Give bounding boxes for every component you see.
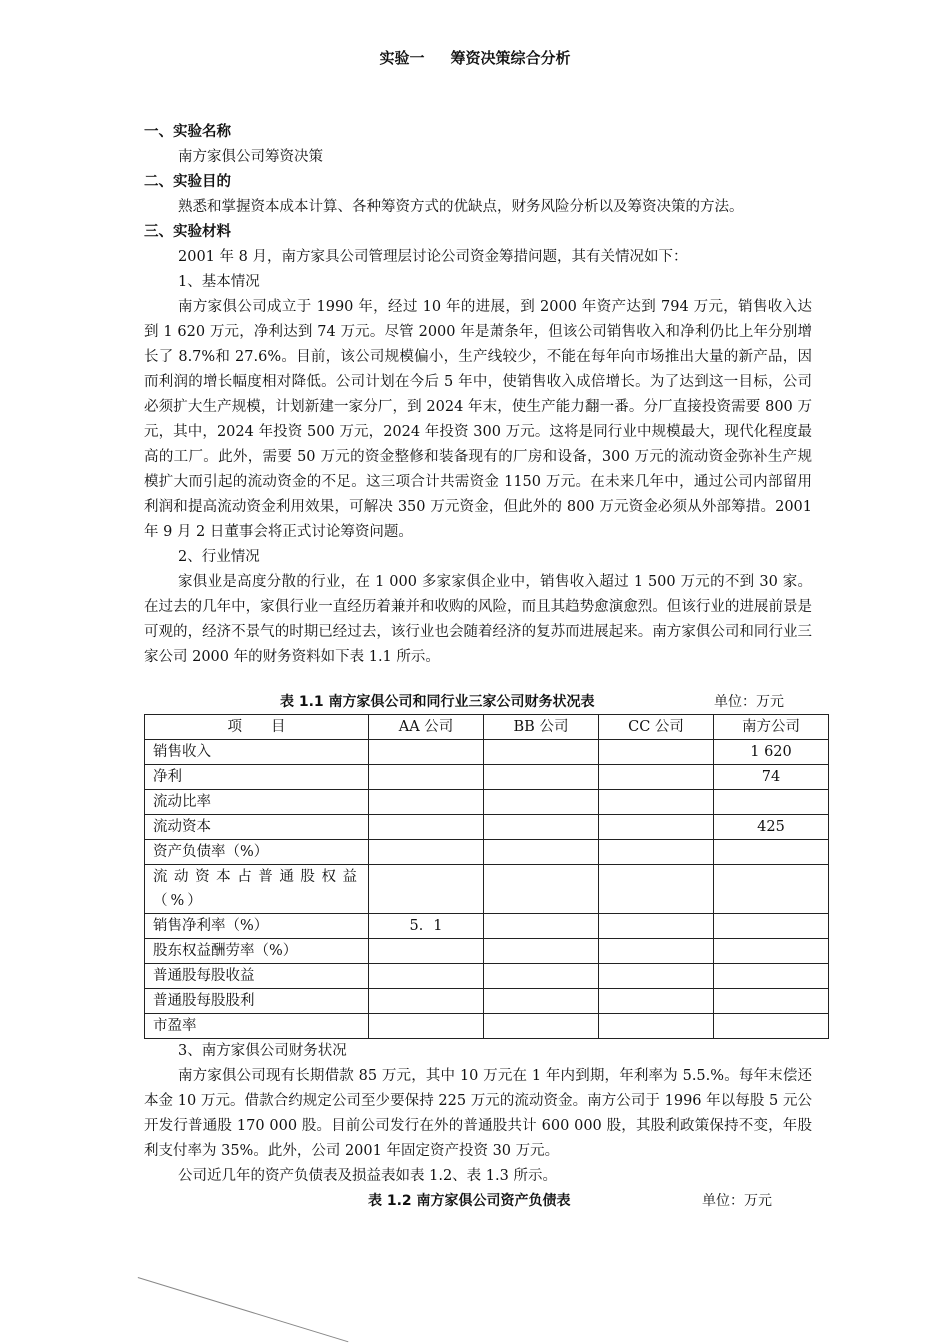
row-label: 普通股每股股利 bbox=[145, 989, 369, 1014]
cell-cc bbox=[599, 740, 714, 765]
cell-cc bbox=[599, 790, 714, 815]
cell-cc bbox=[599, 865, 714, 914]
table-2-caption bbox=[144, 1189, 812, 1211]
cell-nanfang bbox=[714, 840, 829, 865]
table-row bbox=[145, 815, 829, 840]
cell-nanfang bbox=[714, 1014, 829, 1039]
subsection-heading-1: 1、基本情况 bbox=[178, 274, 260, 290]
cell-aa bbox=[369, 1014, 484, 1039]
cell-bb bbox=[484, 939, 599, 964]
cell-cc bbox=[599, 964, 714, 989]
row-label: 股东权益酬劳率（%） bbox=[145, 939, 369, 964]
cell-bb bbox=[484, 989, 599, 1014]
header-aa: AA 公司 bbox=[369, 715, 484, 740]
section-heading-1: 一、实验名称 bbox=[144, 124, 231, 140]
cell-nanfang bbox=[714, 914, 829, 939]
table-row bbox=[145, 1014, 829, 1039]
header-item: 项 目 bbox=[145, 715, 369, 740]
cell-aa bbox=[369, 815, 484, 840]
table-row bbox=[145, 989, 829, 1014]
section-heading-2: 二、实验目的 bbox=[144, 174, 231, 190]
intro-paragraph: 2001 年 8 月，南方家具公司管理层讨论公司资金筹措问题，其有关情况如下： bbox=[178, 249, 688, 265]
table-row bbox=[145, 914, 829, 939]
diagonal-line bbox=[138, 1277, 349, 1342]
cell-bb bbox=[484, 1014, 599, 1039]
cell-bb bbox=[484, 865, 599, 914]
document-body bbox=[144, 120, 812, 1211]
cell-aa bbox=[369, 840, 484, 865]
cell-bb bbox=[484, 740, 599, 765]
cell-bb bbox=[484, 765, 599, 790]
cell-nanfang: 74 bbox=[714, 765, 829, 790]
row-label: 流动资本占普通股权益（%） bbox=[145, 865, 369, 914]
table-row bbox=[145, 865, 829, 914]
cell-aa bbox=[369, 865, 484, 914]
section-text-2: 熟悉和掌握资本成本计算、各种筹资方式的优缺点，财务风险分析以及筹资决策的方法。 bbox=[178, 199, 744, 215]
cell-nanfang: 1 620 bbox=[714, 740, 829, 765]
cell-aa bbox=[369, 964, 484, 989]
row-label: 资产负债率（%） bbox=[145, 840, 369, 865]
cell-bb bbox=[484, 790, 599, 815]
row-label: 流动资本 bbox=[145, 815, 369, 840]
cell-cc bbox=[599, 914, 714, 939]
cell-nanfang bbox=[714, 989, 829, 1014]
cell-cc bbox=[599, 765, 714, 790]
financial-comparison-table bbox=[144, 714, 829, 1039]
cell-bb bbox=[484, 840, 599, 865]
table-row bbox=[145, 790, 829, 815]
cell-nanfang bbox=[714, 939, 829, 964]
row-label: 普通股每股收益 bbox=[145, 964, 369, 989]
table-row bbox=[145, 765, 829, 790]
cell-nanfang: 425 bbox=[714, 815, 829, 840]
cell-nanfang bbox=[714, 790, 829, 815]
header-bb: BB 公司 bbox=[484, 715, 599, 740]
table-2-title: 表 1.2 南方家俱公司资产负债表 bbox=[368, 1193, 571, 1209]
page-title bbox=[0, 47, 950, 68]
cell-nanfang bbox=[714, 865, 829, 914]
industry-paragraph: 家俱业是高度分散的行业，在 1 000 多家家俱企业中，销售收入超过 1 500 万元的不到 30 家。在过去的几年中，家俱行业一直经历着兼并和收购的风险，而且其趋势愈演愈烈。但该行业的进展前景是可观的，经济不景气的时期已经过去，该行业也会随着经济的复苏而进展起来。南方家俱公司和同行业三家公司 2000 年的财务资料如下表 1.1 所示。 bbox=[144, 574, 812, 665]
section-text-1: 南方家俱公司筹资决策 bbox=[178, 149, 323, 165]
row-label: 市盈率 bbox=[145, 1014, 369, 1039]
cell-aa bbox=[369, 790, 484, 815]
row-label: 流动比率 bbox=[145, 790, 369, 815]
subsection-heading-2: 2、行业情况 bbox=[178, 549, 260, 565]
row-label: 净利 bbox=[145, 765, 369, 790]
table-row bbox=[145, 939, 829, 964]
header-cc: CC 公司 bbox=[599, 715, 714, 740]
cell-cc bbox=[599, 1014, 714, 1039]
basic-situation-paragraph: 南方家俱公司成立于 1990 年，经过 10 年的进展，到 2000 年资产达到 794 万元，销售收入达到 1 620 万元，净利达到 74 万元。尽管 2000 年是萧条年，但该公司销售收入和净利仍比上年分别增长了 8.7%和 27.6%。目前，该公司规模偏小，生产线较少，不能在每年向市场推出大量的新产品，因而利润的增长幅度相对降低。公司计划在今后 5 年中，使销售收入成倍增长。为了达到这一目标，公司必须扩大生产规模，计划新建一家分厂，到 2024 年末，使生产能力翻一番。分厂直接投资需要 800 万元，其中，2024 年投资 500 万元，2024 年投资 300 万元。这将是同行业中规模最大，现代化程度最高的工厂。此外，需要 50 万元的资金整修和装备现有的厂房和设备，300 万元的流动资金弥补生产规模扩大而引起的流动资金的不足。这三项合计共需资金 1150 万元。在未来几年中，通过公司内部留用利润和提高流动资金利用效果，可解决 350 万元资金，但此外的 800 万元资金必须从外部筹措。2001 年 9 月 2 日董事会将正式讨论筹资问题。 bbox=[144, 299, 812, 540]
cell-aa bbox=[369, 740, 484, 765]
table-1-caption bbox=[144, 690, 812, 712]
cell-aa bbox=[369, 765, 484, 790]
row-label: 销售净利率（%） bbox=[145, 914, 369, 939]
cell-aa: 5．1 bbox=[369, 914, 484, 939]
cell-nanfang bbox=[714, 964, 829, 989]
cell-bb bbox=[484, 964, 599, 989]
table-row bbox=[145, 964, 829, 989]
row-label: 销售收入 bbox=[145, 740, 369, 765]
cell-aa bbox=[369, 939, 484, 964]
subsection-heading-3: 3、南方家俱公司财务状况 bbox=[178, 1043, 347, 1059]
cell-bb bbox=[484, 815, 599, 840]
closing-paragraph: 公司近几年的资产负债表及损益表如表 1.2、表 1.3 所示。 bbox=[178, 1168, 557, 1184]
section-heading-3: 三、实验材料 bbox=[144, 224, 231, 240]
header-nanfang: 南方公司 bbox=[714, 715, 829, 740]
cell-cc bbox=[599, 840, 714, 865]
cell-bb bbox=[484, 914, 599, 939]
title-part-2: 筹资决策综合分析 bbox=[450, 49, 571, 67]
financial-status-paragraph: 南方家俱公司现有长期借款 85 万元，其中 10 万元在 1 年内到期，年利率为 5.5.%。每年末偿还本金 10 万元。借款合约规定公司至少要保持 225 万元的流动资金。南方公司于 1996 年以每股 5 元公开发行普通股 170 000 股。目前公司发行在外的普通股共计 600 000 股，其股利政策保持不变，年股利支付率为 35%。此外，公司 2001 年固定资产投资 30 万元。 bbox=[144, 1068, 812, 1159]
cell-cc bbox=[599, 815, 714, 840]
title-part-1: 实验一 bbox=[379, 49, 425, 67]
table-row bbox=[145, 740, 829, 765]
table-2-unit: 单位：万元 bbox=[702, 1193, 772, 1209]
cell-cc bbox=[599, 939, 714, 964]
table-1-title: 表 1.1 南方家俱公司和同行业三家公司财务状况表 bbox=[280, 694, 595, 710]
table-row bbox=[145, 840, 829, 865]
table-1-unit: 单位：万元 bbox=[714, 694, 784, 710]
cell-cc bbox=[599, 989, 714, 1014]
cell-aa bbox=[369, 989, 484, 1014]
table-header-row bbox=[145, 715, 829, 740]
